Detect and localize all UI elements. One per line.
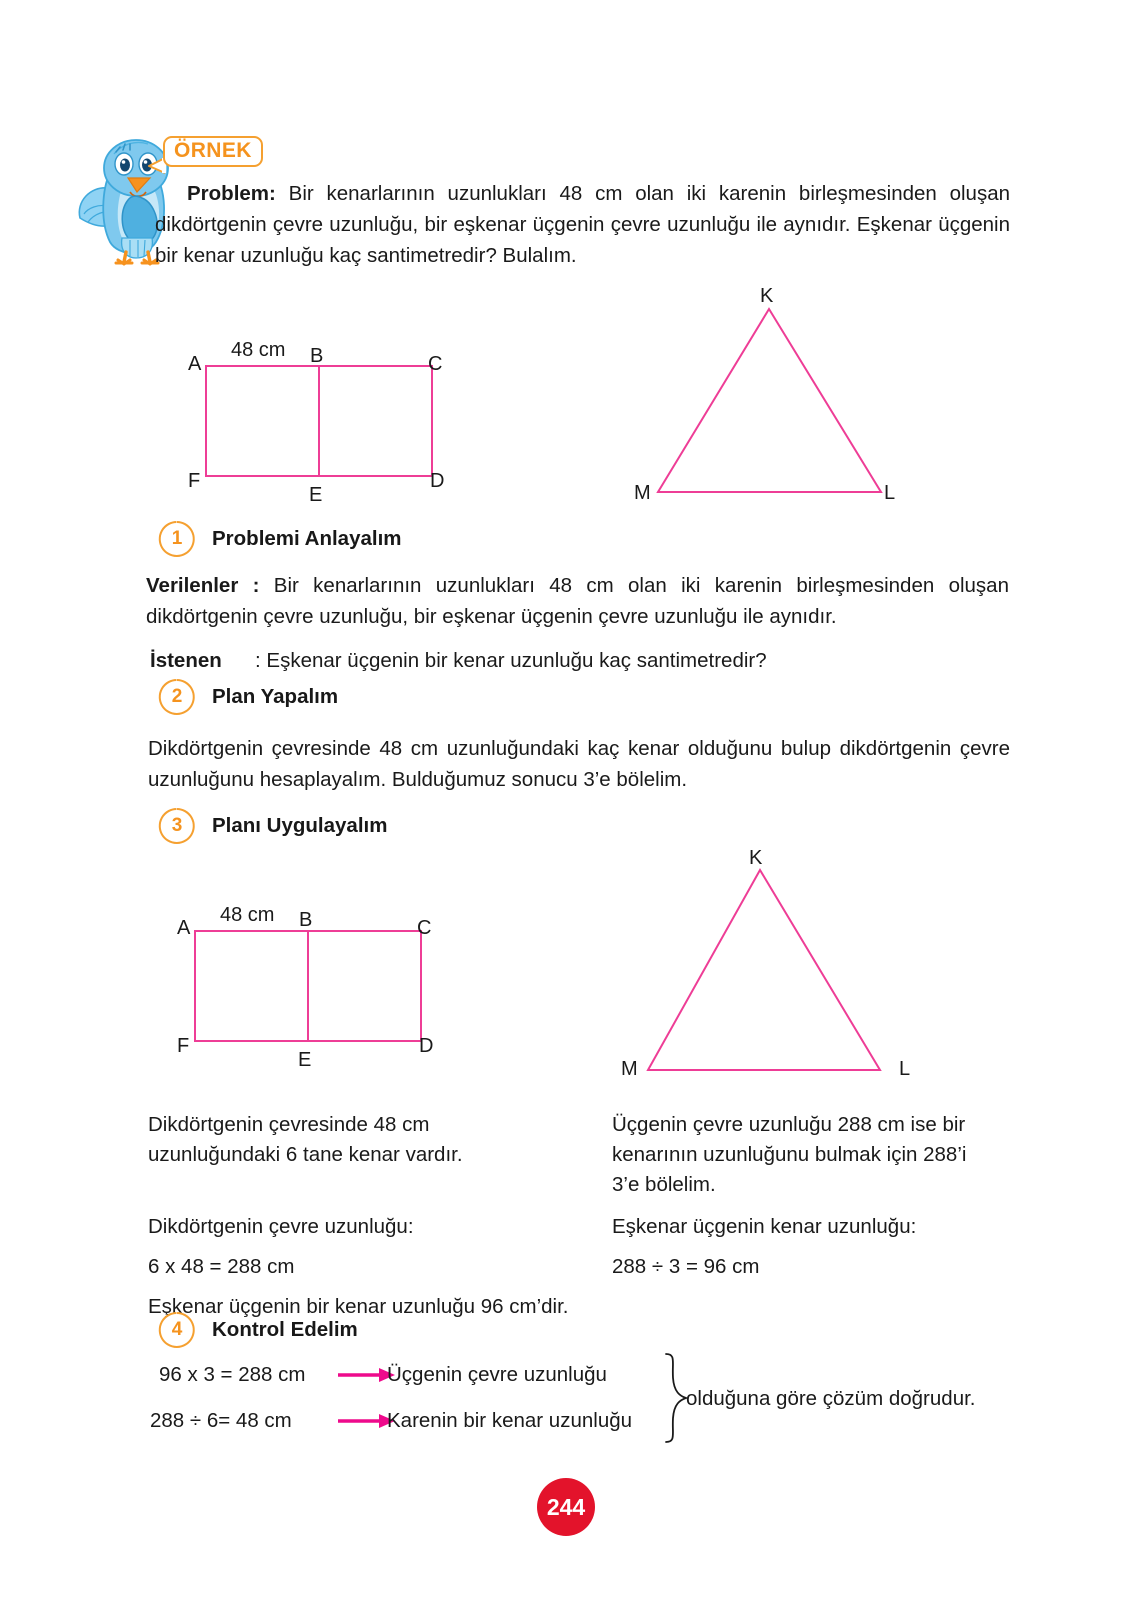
- tri-bottom-vertex-K: K: [749, 847, 763, 869]
- rect-top-vertex-B: B: [310, 345, 324, 367]
- tri-bottom-vertex-M: M: [621, 1058, 638, 1080]
- rect-top-vertex-C: C: [428, 353, 443, 375]
- step-number-4: 4: [171, 1319, 183, 1340]
- ornek-badge: ÖRNEK: [163, 136, 263, 167]
- rect-bottom-vertex-A: A: [177, 917, 191, 939]
- step-title-2: Plan Yapalım: [212, 685, 339, 708]
- verilenler-text: Bir kenarlarının uzunlukları 48 cm olan iki karenin birleşmesinden oluşan dikdörtgenin çevre uzunluğu, bir eşkenar üçgenin çevre uzunluğu ile aynıdır.: [146, 574, 1009, 628]
- step3-right-heading: Eşkenar üçgenin kenar uzunluğu:: [612, 1215, 917, 1238]
- rect-top-side-label: 48 cm: [231, 339, 286, 361]
- rect-bottom-side-label: 48 cm: [220, 904, 275, 926]
- tri-top-vertex-K: K: [760, 285, 774, 307]
- page-number-badge: 244: [537, 1478, 595, 1536]
- rect-bottom-vertex-C: C: [417, 917, 432, 939]
- triangle-figure-top: [650, 300, 900, 500]
- rect-top-vertex-A: A: [188, 353, 202, 375]
- verilenler-label: Verilenler :: [146, 574, 260, 597]
- problem-label: Problem:: [187, 182, 276, 205]
- triangle-figure-bottom: [640, 862, 900, 1077]
- step-number-3: 3: [171, 815, 183, 836]
- istenen-line: [150, 645, 767, 676]
- rect-top-vertex-F: F: [188, 470, 201, 492]
- step3-conclusion: Eşkenar üçgenin bir kenar uzunluğu 96 cm’dir.: [148, 1295, 569, 1318]
- rect-bottom-vertex-D: D: [419, 1035, 434, 1057]
- step3-left-heading: Dikdörtgenin çevre uzunluğu:: [148, 1215, 414, 1238]
- step-number-1: 1: [171, 528, 183, 549]
- rect-bottom-vertex-E: E: [298, 1049, 312, 1071]
- problem-text: Bir kenarlarının uzunlukları 48 cm olan iki karenin birleşmesinden oluşan dikdörtgenin çevre uzunluğu, bir eşkenar üçgenin çevre uzunluğu ile aynıdır. Eşkenar üçgenin bir kenar uzunluğu kaç santimetredir? Bulalım.: [155, 182, 1010, 267]
- istenen-label: İstenen: [150, 649, 222, 672]
- kontrol-equation-2: 288 ÷ 6= 48 cm: [150, 1409, 292, 1432]
- step-number-2: 2: [171, 686, 183, 707]
- rect-top-vertex-D: D: [430, 470, 445, 492]
- kontrol-label-2: Karenin bir kenar uzunluğu: [387, 1409, 633, 1432]
- problem-paragraph: [155, 178, 1010, 271]
- kontrol-equation-1: 96 x 3 = 288 cm: [159, 1363, 306, 1386]
- rect-top-vertex-E: E: [309, 484, 323, 506]
- step-title-4: Kontrol Edelim: [212, 1318, 358, 1341]
- tri-top-vertex-L: L: [884, 482, 896, 504]
- step3-right-equation: 288 ÷ 3 = 96 cm: [612, 1255, 760, 1278]
- step3-left-text: Dikdörtgenin çevresinde 48 cm uzunluğundaki 6 tane kenar vardır.: [148, 1113, 463, 1166]
- rect-bottom-vertex-B: B: [299, 909, 313, 931]
- plan-paragraph: [148, 733, 1010, 795]
- step3-right-text: Üçgenin çevre uzunluğu 288 cm ise bir kenarının uzunluğunu bulmak için 288’i 3’e bölelim.: [612, 1113, 967, 1196]
- rect-bottom-vertex-F: F: [177, 1035, 190, 1057]
- tri-bottom-vertex-L: L: [899, 1058, 911, 1080]
- curly-brace-icon: [662, 1352, 688, 1444]
- istenen-text: : Eşkenar üçgenin bir kenar uzunluğu kaç santimetredir?: [255, 649, 767, 672]
- kontrol-conclusion: olduğuna göre çözüm doğrudur.: [686, 1387, 976, 1410]
- step3-left-equation: 6 x 48 = 288 cm: [148, 1255, 295, 1278]
- kontrol-label-1: Üçgenin çevre uzunluğu: [387, 1363, 607, 1386]
- step-title-3: Planı Uygulayalım: [212, 814, 388, 837]
- step-title-1: Problemi Anlayalım: [212, 527, 402, 550]
- plan-text: Dikdörtgenin çevresinde 48 cm uzunluğundaki kaç kenar olduğunu bulup dikdörtgenin çevre uzunluğunu hesaplayalım. Bulduğumuz sonucu 3’e bölelim.: [148, 737, 1010, 791]
- tri-top-vertex-M: M: [634, 482, 651, 504]
- verilenler-paragraph: [146, 570, 1009, 632]
